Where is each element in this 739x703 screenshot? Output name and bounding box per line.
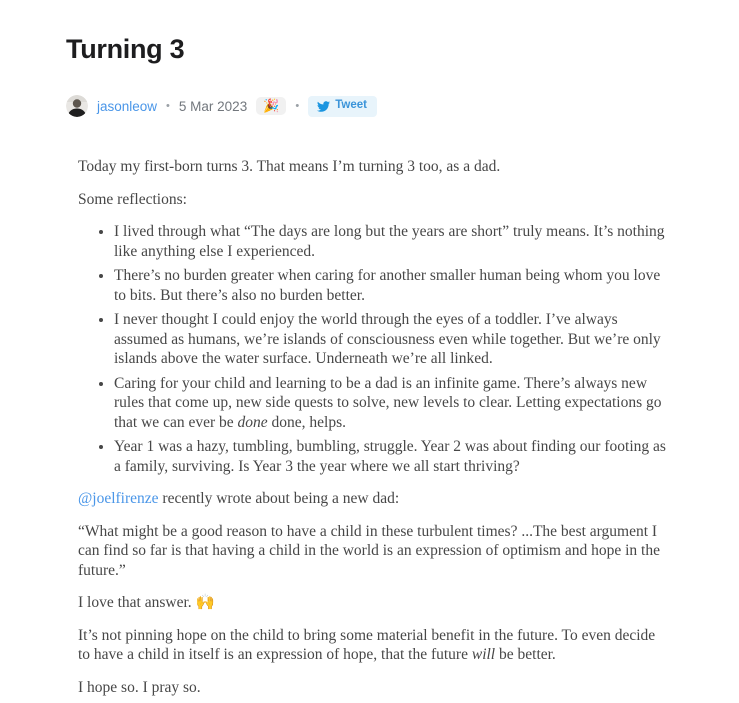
reflections-list: [78, 222, 669, 476]
separator-dot: •: [166, 100, 170, 112]
celebration-badge: [256, 97, 286, 115]
paragraph-quote: “What might be a good reason to have a child in these turbulent times? ...The best argument I can find so far is that having a child in the world is an expression of optimism and hope in the future.”: [78, 522, 660, 579]
hope-text: It’s not pinning hope on the child to bring some material benefit in the future. To even decide to have a child in itself is an expression of hope, that the future: [78, 626, 656, 663]
list-item: [114, 374, 669, 433]
tweet-button[interactable]: [308, 96, 377, 117]
list-item-text: Caring for your child and learning to be a dad is an infinite game. There’s always new rules that come up, new side quests to solve, new levels to clear. Letting expectations go that we can ever be: [114, 374, 662, 431]
list-item: • Year 1 was a hazy, tumbling, bumbling, struggle. Year 2 was about finding our footing as a family, surviving. Is Year 3 the year where we all start thriving?: [114, 437, 669, 476]
list-item: • There’s no burden greater when caring for another smaller human being whom you love to bits. But there’s also no burden better.: [114, 266, 669, 305]
article-body: [78, 157, 669, 697]
avatar-image: [66, 95, 88, 117]
author-link[interactable]: jasonleow: [97, 98, 158, 114]
hope-text: be better.: [495, 646, 556, 663]
list-item: • I never thought I could enjoy the world through the eyes of a toddler. I’ve always assumed as humans, we’re islands of consciousness even while together. But we’re only islands above the water surface. Underneath we’re all linked.: [114, 310, 669, 369]
paragraph-love: I love that answer. 🙌: [78, 594, 215, 611]
emphasized-word: done: [237, 413, 268, 431]
author-avatar[interactable]: [66, 95, 88, 117]
post-date: 5 Mar 2023: [178, 98, 248, 114]
mention-text: recently wrote about being a new dad:: [158, 490, 400, 507]
post-meta: [66, 95, 669, 117]
page-title: Turning 3: [66, 34, 185, 64]
paragraph-hope: [78, 626, 669, 665]
paragraph-mention: [78, 489, 669, 509]
mention-link[interactable]: @joelfirenze: [78, 490, 159, 507]
paragraph-closing: I hope so. I pray so.: [78, 678, 201, 696]
paragraph-reflections: Some reflections:: [78, 190, 187, 208]
party-popper-emoji: 🎉: [263, 98, 280, 113]
paragraph-intro: Today my first-born turns 3. That means I’m turning 3 too, as a dad.: [78, 158, 501, 175]
list-item: • I lived through what “The days are long but the years are short” truly means. It’s nothing like anything else I experienced.: [114, 222, 669, 261]
twitter-bird-icon: [317, 100, 330, 113]
list-item-text: done, helps.: [267, 413, 347, 431]
separator-dot: •: [295, 100, 300, 112]
emphasized-word: will: [471, 646, 496, 663]
tweet-button-label: Tweet: [335, 99, 367, 112]
